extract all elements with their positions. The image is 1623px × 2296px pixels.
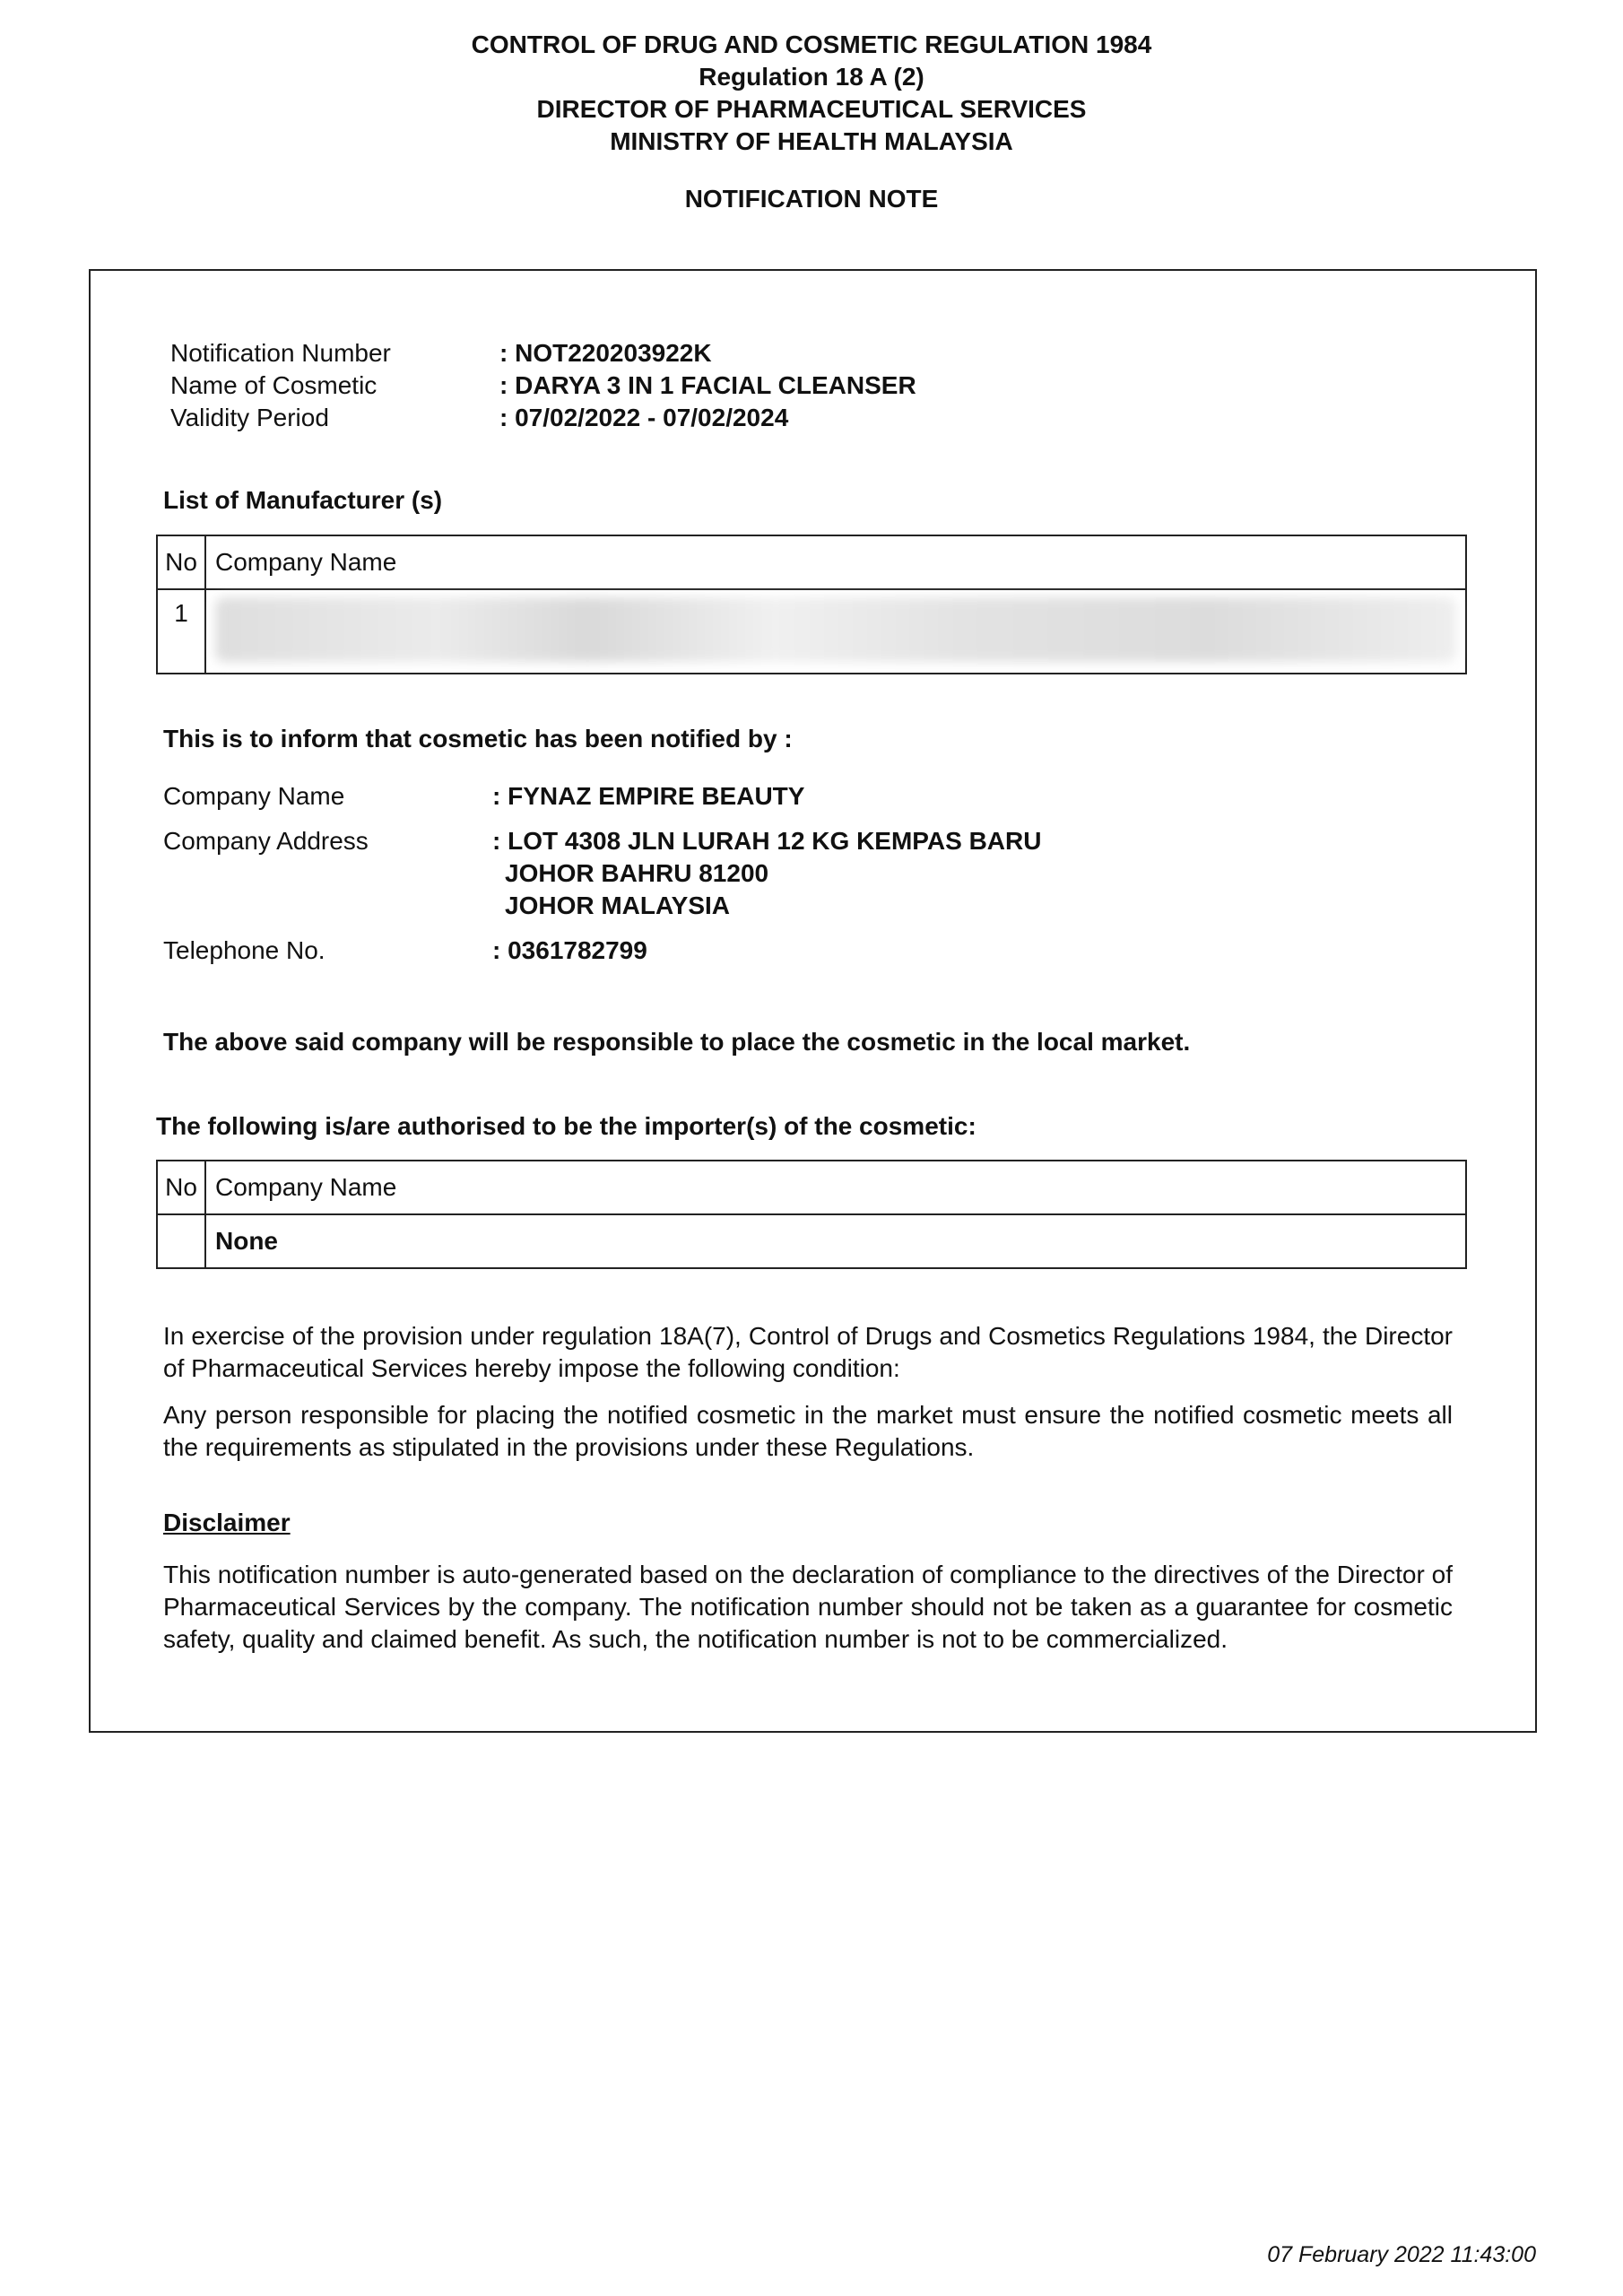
company-name-value: : FYNAZ EMPIRE BEAUTY bbox=[492, 782, 805, 810]
document-title: NOTIFICATION NOTE bbox=[684, 185, 939, 213]
authority-name: DIRECTOR OF PHARMACEUTICAL SERVICES bbox=[536, 95, 1087, 123]
table-row bbox=[157, 589, 1466, 674]
generated-timestamp: 07 February 2022 11:43:00 bbox=[1267, 2242, 1536, 2267]
ministry-name: MINISTRY OF HEALTH MALAYSIA bbox=[610, 127, 1013, 155]
validity-period-row bbox=[170, 402, 916, 434]
manufacturers-title: List of Manufacturer (s) bbox=[163, 486, 443, 514]
product-info bbox=[170, 337, 916, 434]
notifier-info bbox=[163, 780, 1041, 967]
telephone-label: Telephone No. bbox=[163, 936, 325, 964]
header-company-name: Company Name bbox=[205, 535, 1466, 589]
table-row bbox=[157, 1214, 1466, 1268]
company-address-value bbox=[492, 825, 1041, 922]
telephone-row bbox=[163, 935, 1041, 967]
row-company-name: None bbox=[205, 1214, 1466, 1268]
company-name-row bbox=[163, 780, 1041, 813]
company-name-label: Company Name bbox=[163, 782, 345, 810]
regulation-subtitle: Regulation 18 A (2) bbox=[699, 63, 924, 91]
table-header-row bbox=[157, 535, 1466, 589]
table-header-row bbox=[157, 1161, 1466, 1214]
condition-paragraph-1: In exercise of the provision under regulation 18A(7), Control of Drugs and Cosmetics Regulations 1984, the Director of Pharmaceutical Services hereby impose the following condition: bbox=[163, 1322, 1453, 1382]
cosmetic-name-label: Name of Cosmetic bbox=[170, 371, 378, 399]
cosmetic-name-value: : DARYA 3 IN 1 FACIAL CLEANSER bbox=[499, 371, 916, 399]
company-address-label: Company Address bbox=[163, 827, 369, 855]
address-line: JOHOR MALAYSIA bbox=[505, 891, 731, 919]
header-company-name: Company Name bbox=[205, 1161, 1466, 1214]
redacted-company-name bbox=[205, 589, 1466, 674]
document-header bbox=[0, 29, 1623, 213]
validity-period-value: : 07/02/2022 - 07/02/2024 bbox=[499, 404, 789, 431]
responsibility-statement: The above said company will be responsible to place the cosmetic in the local market. bbox=[163, 1028, 1191, 1056]
disclaimer-text: This notification number is auto-generated based on the declaration of compliance to the directives of the Director of Pharmaceutical Services by the company. The notification number should not be taken as a guarantee for cosmetic safety, quality and claimed benefit. As such, the notification number is not to be commercialized. bbox=[163, 1561, 1453, 1653]
condition-paragraph-2: Any person responsible for placing the notified cosmetic in the market must ensure the notified cosmetic meets all the requirements as stipulated in the provisions under these Regulations. bbox=[163, 1401, 1453, 1461]
address-line: : LOT 4308 JLN LURAH 12 KG KEMPAS BARU bbox=[492, 827, 1042, 855]
telephone-value: : 0361782799 bbox=[492, 936, 647, 964]
manufacturers-table bbox=[156, 535, 1467, 674]
disclaimer-title: Disclaimer bbox=[163, 1509, 291, 1536]
notification-number-value: : NOT220203922K bbox=[499, 339, 712, 367]
notifier-title: This is to inform that cosmetic has been notified by : bbox=[163, 725, 793, 752]
validity-period-label: Validity Period bbox=[170, 404, 329, 431]
regulation-title: CONTROL OF DRUG AND COSMETIC REGULATION 1984 bbox=[471, 30, 1152, 58]
cosmetic-name-row bbox=[170, 370, 916, 402]
notification-number-label: Notification Number bbox=[170, 339, 391, 367]
header-no: No bbox=[157, 1161, 205, 1214]
redaction-blur bbox=[215, 597, 1456, 662]
company-address-row bbox=[163, 825, 1041, 922]
row-no bbox=[157, 1214, 205, 1268]
row-no: 1 bbox=[157, 589, 205, 674]
notification-number-row bbox=[170, 337, 916, 370]
address-line: JOHOR BAHRU 81200 bbox=[505, 859, 769, 887]
importers-table bbox=[156, 1160, 1467, 1269]
header-no: No bbox=[157, 535, 205, 589]
importers-title: The following is/are authorised to be the importer(s) of the cosmetic: bbox=[156, 1112, 976, 1140]
